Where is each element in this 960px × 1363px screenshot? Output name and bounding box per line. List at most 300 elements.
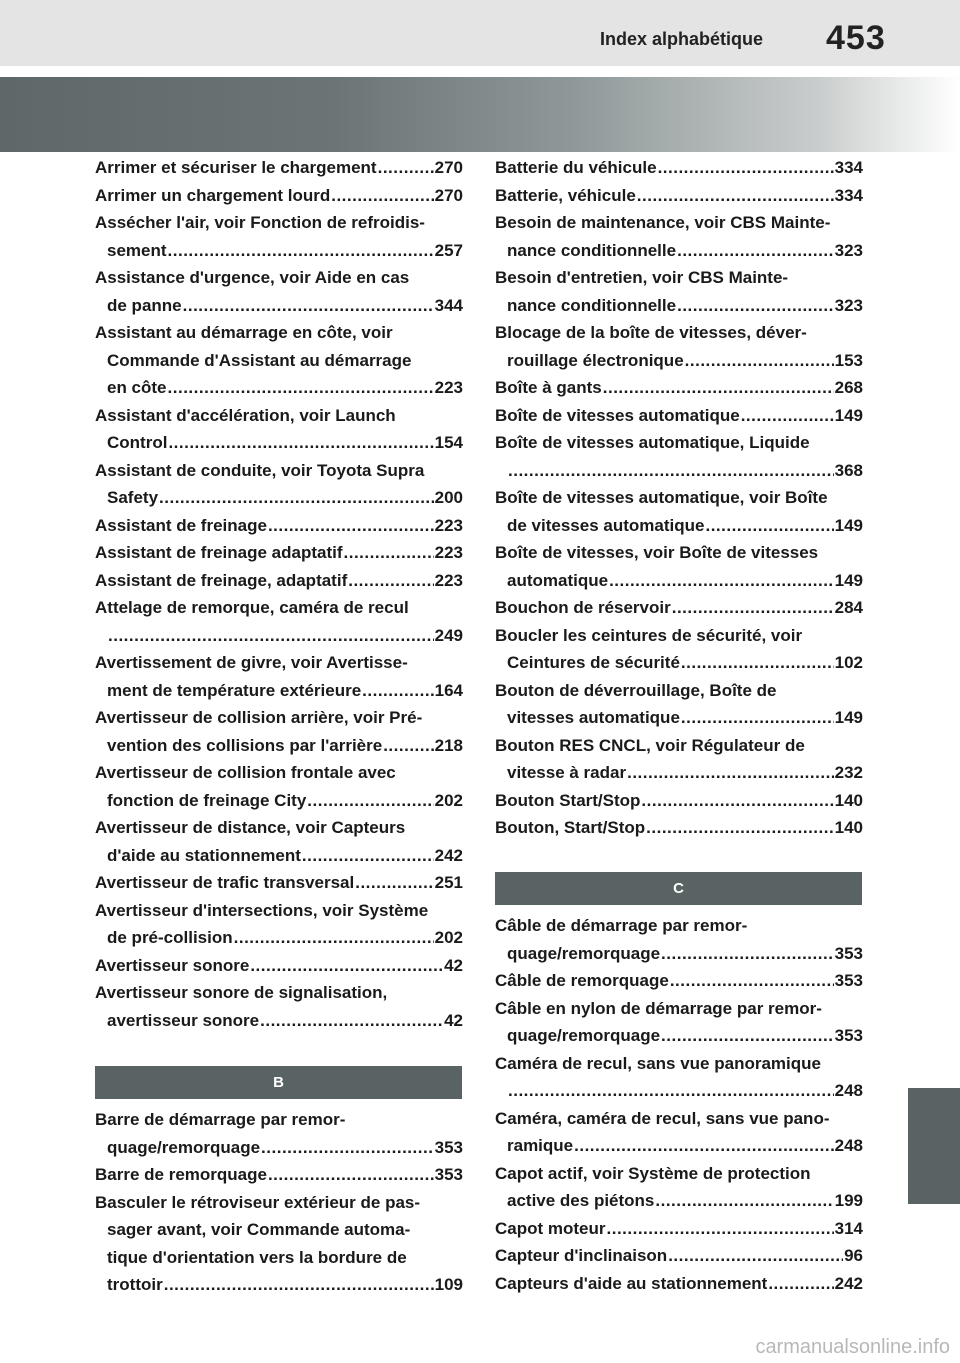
index-entry-label: Avertisseur d'intersections, voir Système: [95, 900, 429, 920]
dot-leader: [508, 457, 834, 485]
index-entry-label: Blocage de la boîte de vitesses, déver-: [495, 323, 807, 342]
index-entry-label: de pré-collision: [107, 928, 233, 947]
dot-leader: [378, 154, 434, 182]
index-entry-page: 202: [434, 790, 463, 810]
index-entry-page: 284: [834, 598, 863, 617]
index-entry-line: [495, 182, 863, 210]
index-entry-page: 218: [434, 735, 463, 755]
index-entry-label: Capteur d'inclinaison: [495, 1246, 668, 1265]
index-entry: [95, 539, 463, 567]
right-entries-list: [495, 154, 863, 842]
index-entry-label: Capteurs d'aide au stationnement: [495, 1273, 768, 1293]
index-entry-label: Commande d'Assistant au démarrage: [107, 350, 412, 370]
index-entry-page: 153: [834, 350, 863, 370]
index-entry-line: [95, 1106, 463, 1134]
index-entry-page: 223: [434, 543, 463, 562]
index-entry-label: Assistant au démarrage en côte, voir: [95, 323, 393, 342]
index-entry-label: en côte: [107, 378, 167, 397]
index-entry-label: Capot moteur: [495, 1218, 606, 1238]
index-entry: [495, 319, 863, 374]
index-entry-label: Boucler les ceintures de sécurité, voir: [495, 625, 803, 645]
index-entry-page: 257: [434, 240, 463, 260]
index-entry-page: 223: [434, 570, 463, 590]
index-entry: [95, 402, 463, 457]
index-entry-line: [495, 209, 863, 237]
dot-leader: [670, 967, 834, 995]
index-entry-line: [95, 1244, 463, 1272]
dot-leader: [260, 1007, 443, 1035]
index-entry-line: [95, 622, 463, 650]
index-entry-label: Assécher l'air, voir Fonction de refroidis-: [95, 213, 425, 232]
index-entry-line: [95, 897, 463, 925]
index-entry-page: 102: [834, 653, 863, 672]
index-entry-page: 353: [834, 971, 863, 990]
index-entry: [495, 787, 863, 815]
index-entry-page: 248: [834, 1136, 863, 1155]
dot-leader: [741, 402, 834, 430]
index-entry-line: [495, 1270, 863, 1298]
index-entry-line: [495, 319, 863, 347]
index-entry-label: automatique: [507, 570, 609, 590]
index-entry: [495, 1160, 863, 1215]
index-entry: [495, 154, 863, 182]
dot-leader: [307, 787, 433, 815]
index-entry-page: 140: [834, 818, 863, 837]
index-entry-page: 140: [834, 790, 863, 810]
index-entry-page: 314: [834, 1218, 863, 1238]
index-entry-line: [95, 979, 463, 1007]
index-entry: [495, 539, 863, 594]
index-entry-line: [95, 1007, 463, 1035]
dot-leader: [331, 182, 433, 210]
index-entry-label: Besoin de maintenance, voir CBS Mainte-: [495, 213, 831, 232]
index-entry-line: [95, 814, 463, 842]
index-entry-label: quage/remorquage: [507, 1026, 661, 1045]
index-entry-line: [95, 787, 463, 815]
index-entry-line: [95, 292, 463, 320]
index-entry-line: [495, 402, 863, 430]
section-header-b: B: [95, 1066, 462, 1099]
index-entry: [495, 677, 863, 732]
index-entry-page: 334: [834, 158, 863, 177]
index-entry-line: [495, 1242, 863, 1270]
index-entry-line: [495, 567, 863, 595]
section-b-entries-list: [95, 1106, 463, 1299]
index-entry-line: [95, 484, 463, 512]
index-entry-label: Caméra de recul, sans vue panoramique: [495, 1053, 821, 1073]
index-entry: [95, 1161, 463, 1189]
index-entry-label: vitesse à radar: [507, 763, 627, 782]
index-entry: [95, 457, 463, 512]
index-entry: [95, 1106, 463, 1161]
index-entry-line: [95, 1134, 463, 1162]
index-entry-label: Avertisseur de collision arrière, voir Pré-: [95, 708, 423, 727]
index-column-left: [95, 154, 463, 1034]
page-number: 453: [826, 19, 886, 57]
index-entry-label: Assistant de conduite, voir Toyota Supra: [95, 460, 425, 480]
index-entry-page: 251: [434, 873, 463, 892]
index-entry-label: Assistant de freinage: [95, 515, 267, 535]
index-entry-line: [495, 457, 863, 485]
dot-leader: [627, 759, 834, 787]
index-entry-line: [495, 967, 863, 995]
page-header-bar: [0, 0, 960, 66]
index-entry-page: 202: [434, 928, 463, 947]
index-entry: [495, 1270, 863, 1298]
index-entry-line: [95, 429, 463, 457]
dot-leader: [268, 512, 434, 540]
index-entry-label: tique d'orientation vers la bordure de: [107, 1247, 407, 1267]
index-entry-page: 149: [834, 405, 863, 425]
index-entry-line: [95, 347, 463, 375]
index-entry-page: 96: [844, 1246, 863, 1265]
index-entry: [95, 209, 463, 264]
index-entry-label: Attelage de remorque, caméra de recul: [95, 598, 409, 617]
index-entry-line: [495, 347, 863, 375]
index-entry-line: [495, 732, 863, 760]
header-title: Index alphabétique: [600, 29, 764, 49]
dot-leader: [677, 292, 834, 320]
index-entry: [95, 512, 463, 540]
dot-leader: [250, 952, 443, 980]
index-entry: [95, 952, 463, 980]
index-entry-label: Assistant de freinage adaptatif: [95, 543, 343, 562]
index-entry-line: [495, 759, 863, 787]
index-entry-label: Batterie du véhicule: [495, 158, 657, 177]
index-entry-page: 149: [834, 570, 863, 590]
index-entry-line: [495, 1105, 863, 1133]
index-entry-line: [495, 154, 863, 182]
index-entry-line: [95, 512, 463, 540]
index-entry-label: d'aide au stationnement: [107, 845, 301, 865]
index-entry: [495, 182, 863, 210]
index-entry-line: [95, 1216, 463, 1244]
dot-leader: [234, 924, 434, 952]
dot-leader: [637, 182, 834, 210]
index-entry-page: 353: [434, 1165, 463, 1184]
index-entry-line: [495, 1160, 863, 1188]
index-entry-line: [495, 1215, 863, 1243]
index-entry: [495, 732, 863, 787]
index-entry-line: [495, 677, 863, 705]
index-entry-line: [95, 759, 463, 787]
dot-leader: [685, 347, 834, 375]
index-entry-label: trottoir: [107, 1275, 163, 1294]
index-entry-line: [95, 924, 463, 952]
index-entry-label: Arrimer et sécuriser le chargement: [95, 158, 377, 177]
index-entry-line: [95, 374, 463, 402]
index-entry-label: vention des collisions par l'arrière: [107, 735, 383, 755]
index-entry: [95, 979, 463, 1034]
index-entry-page: 368: [834, 460, 863, 480]
index-entry-page: 323: [834, 295, 863, 315]
index-entry-line: [95, 952, 463, 980]
index-entry-label: Safety: [107, 488, 159, 507]
index-entry-line: [495, 429, 863, 457]
index-entry-label: nance conditionnelle: [507, 240, 677, 260]
index-entry-page: 154: [434, 433, 463, 452]
index-entry-label: nance conditionnelle: [507, 295, 677, 315]
index-entry-line: [95, 704, 463, 732]
index-entry-line: [95, 237, 463, 265]
index-entry-page: 248: [834, 1081, 863, 1100]
dot-leader: [508, 1077, 834, 1105]
index-entry-label: Avertisseur sonore: [95, 955, 250, 975]
index-entry-line: [495, 649, 863, 677]
index-entry-label: Assistant de freinage, adaptatif: [95, 570, 348, 590]
index-entry-label: Besoin d'entretien, voir CBS Mainte-: [495, 268, 789, 287]
index-entry: [95, 567, 463, 595]
index-entry-label: sager avant, voir Commande automa-: [107, 1220, 411, 1239]
dot-leader: [668, 1242, 843, 1270]
index-entry-label: Bouton, Start/Stop: [495, 818, 646, 837]
index-entry-line: [495, 704, 863, 732]
dot-leader: [655, 1187, 833, 1215]
section-b-column: [95, 1106, 463, 1299]
index-entry-label: quage/remorquage: [507, 943, 661, 963]
index-entry-label: Barre de démarrage par remor-: [95, 1110, 346, 1129]
index-entry: [495, 429, 863, 484]
index-entry-label: Câble de remorquage: [495, 971, 669, 990]
section-header-c: C: [495, 872, 862, 905]
index-entry-line: [495, 512, 863, 540]
index-entry-label: active des piétons: [507, 1191, 655, 1210]
index-entry-label: vitesses automatique: [507, 708, 680, 727]
dot-leader: [183, 292, 434, 320]
index-entry-line: [95, 264, 463, 292]
index-entry: [95, 814, 463, 869]
index-entry-line: [95, 1271, 463, 1299]
index-entry-label: Avertisseur de collision frontale avec: [95, 763, 396, 782]
index-entry-line: [495, 292, 863, 320]
index-entry-line: [95, 1161, 463, 1189]
left-entries-list: [95, 154, 463, 1034]
dot-leader: [672, 594, 834, 622]
index-entry-line: [495, 1050, 863, 1078]
dot-leader: [159, 484, 434, 512]
index-entry: [495, 1215, 863, 1243]
dot-leader: [168, 374, 434, 402]
index-entry-line: [495, 787, 863, 815]
index-entry-label: Arrimer un chargement lourd: [95, 185, 331, 205]
dot-leader: [681, 704, 834, 732]
dot-leader: [355, 869, 433, 897]
index-entry-line: [95, 154, 463, 182]
dot-leader: [574, 1132, 833, 1160]
dot-leader: [362, 677, 433, 705]
index-entry: [495, 1050, 863, 1105]
index-entry-page: 353: [834, 943, 863, 963]
index-entry: [495, 1105, 863, 1160]
index-entry: [95, 704, 463, 759]
index-entry-line: [495, 484, 863, 512]
index-entry-line: [95, 539, 463, 567]
index-entry: [95, 154, 463, 182]
index-entry-label: Boîte de vitesses, voir Boîte de vitesses: [495, 543, 819, 562]
index-entry-page: 249: [434, 625, 463, 645]
index-entry-line: [495, 814, 863, 842]
index-entry-label: Câble en nylon de démarrage par remor-: [495, 998, 822, 1018]
index-entry-line: [95, 649, 463, 677]
index-entry-label: Assistance d'urgence, voir Aide en cas: [95, 268, 410, 287]
index-entry-page: 270: [434, 185, 463, 205]
index-entry-label: ment de température extérieure: [107, 680, 362, 700]
index-entry-label: sement: [107, 240, 167, 260]
index-entry: [495, 594, 863, 622]
index-entry-page: 164: [434, 680, 463, 700]
section-c-column: [495, 912, 863, 1297]
index-entry-line: [95, 1189, 463, 1217]
index-entry-line: [495, 1187, 863, 1215]
index-entry-label: Batterie, véhicule: [495, 185, 636, 205]
dot-leader: [168, 429, 433, 457]
index-entry-label: Avertisseur de distance, voir Capteurs: [95, 818, 406, 837]
index-entry-page: 268: [834, 378, 863, 397]
dot-leader: [661, 940, 834, 968]
dot-leader: [108, 622, 434, 650]
index-entry: [495, 622, 863, 677]
index-entry-page: 149: [834, 515, 863, 535]
index-column-right: [495, 154, 863, 842]
index-entry-line: [495, 264, 863, 292]
index-entry-line: [95, 869, 463, 897]
index-entry: [495, 374, 863, 402]
index-entry-label: de panne: [107, 295, 182, 315]
index-entry-page: 223: [434, 515, 463, 535]
dot-leader: [677, 237, 834, 265]
index-entry: [95, 319, 463, 402]
index-entry-label: Avertisseur sonore de signalisation,: [95, 983, 388, 1002]
index-entry-line: [495, 237, 863, 265]
index-entry: [95, 1189, 463, 1299]
index-entry-line: [95, 209, 463, 237]
index-entry-label: Bouton RES CNCL, voir Régulateur de: [495, 735, 805, 755]
watermark-text: carmanualsonline.info: [755, 1336, 950, 1358]
index-entry-line: [495, 940, 863, 968]
index-entry-label: Control: [107, 433, 168, 452]
index-entry: [495, 995, 863, 1050]
index-entry-page: 199: [834, 1191, 863, 1210]
index-entry-label: quage/remorquage: [107, 1137, 261, 1157]
index-entry-line: [95, 457, 463, 485]
index-entry-line: [95, 319, 463, 347]
index-entry-page: 232: [834, 763, 863, 782]
dot-leader: [348, 567, 433, 595]
index-entry-page: 344: [434, 295, 463, 315]
index-entry: [495, 912, 863, 967]
index-entry-label: Boîte de vitesses automatique, voir Boîte: [495, 488, 828, 507]
index-entry-line: [95, 732, 463, 760]
index-entry-page: 223: [434, 378, 463, 397]
dot-leader: [168, 237, 434, 265]
index-entry-label: Bouton Start/Stop: [495, 790, 641, 810]
index-entry-page: 42: [444, 955, 463, 975]
index-entry: [95, 594, 463, 649]
dot-leader: [164, 1271, 434, 1299]
index-entry-label: fonction de freinage City: [107, 790, 307, 810]
index-entry-line: [95, 182, 463, 210]
dot-leader: [268, 1161, 434, 1189]
dot-leader: [261, 1134, 434, 1162]
dot-leader: [344, 539, 434, 567]
index-entry-line: [495, 374, 863, 402]
index-entry: [95, 182, 463, 210]
index-entry-line: [495, 1077, 863, 1105]
index-entry-page: 353: [434, 1137, 463, 1157]
index-entry-label: Boîte à gants: [495, 378, 602, 397]
index-entry-line: [495, 1022, 863, 1050]
index-entry: [95, 264, 463, 319]
index-entry-label: Boîte de vitesses automatique: [495, 405, 740, 425]
index-entry-line: [495, 539, 863, 567]
index-entry-page: 200: [434, 488, 463, 507]
dot-leader: [661, 1022, 834, 1050]
index-entry-line: [95, 594, 463, 622]
index-entry-label: Avertissement de givre, voir Avertisse-: [95, 653, 408, 672]
index-entry-label: Barre de remorquage: [95, 1165, 267, 1184]
dot-leader: [658, 154, 834, 182]
index-entry-page: 323: [834, 240, 863, 260]
index-entry-line: [495, 995, 863, 1023]
index-entry-label: Basculer le rétroviseur extérieur de pas-: [95, 1192, 421, 1212]
index-entry-label: de vitesses automatique: [507, 515, 705, 535]
index-entry-line: [495, 912, 863, 940]
index-entry: [95, 897, 463, 952]
index-entry: [495, 484, 863, 539]
index-entry-page: 242: [434, 845, 463, 865]
index-entry-label: avertisseur sonore: [107, 1010, 260, 1030]
dot-leader: [609, 567, 834, 595]
index-entry-label: Capot actif, voir Système de protection: [495, 1163, 811, 1183]
chapter-side-tab: [908, 1088, 960, 1204]
index-entry-label: Câble de démarrage par remor-: [495, 916, 748, 935]
index-entry-line: [495, 594, 863, 622]
dot-leader: [646, 814, 833, 842]
dot-leader: [681, 649, 834, 677]
index-entry-label: Ceintures de sécurité: [507, 653, 680, 672]
index-entry-label: Boîte de vitesses automatique, Liquide: [495, 433, 810, 452]
index-entry-line: [95, 842, 463, 870]
index-entry: [495, 209, 863, 264]
index-entry-page: 334: [834, 185, 863, 205]
dot-leader: [705, 512, 833, 540]
index-entry-line: [495, 622, 863, 650]
index-entry: [95, 869, 463, 897]
index-entry-page: 42: [444, 1010, 463, 1030]
index-entry-page: 149: [834, 708, 863, 727]
index-entry-label: Bouchon de réservoir: [495, 598, 671, 617]
index-entry-page: 353: [834, 1026, 863, 1045]
index-entry-label: Caméra, caméra de recul, sans vue pano-: [495, 1108, 830, 1128]
index-entry: [495, 967, 863, 995]
index-entry-label: Avertisseur de trafic transversal: [95, 873, 355, 892]
dot-leader: [603, 374, 834, 402]
dot-leader: [768, 1270, 833, 1298]
index-entry-page: 242: [834, 1273, 863, 1293]
index-entry-line: [95, 567, 463, 595]
index-entry-page: 270: [434, 158, 463, 177]
index-entry-label: Assistant d'accélération, voir Launch: [95, 405, 396, 425]
dot-leader: [302, 842, 434, 870]
index-entry: [495, 814, 863, 842]
index-entry-line: [95, 677, 463, 705]
index-entry-line: [495, 1132, 863, 1160]
dot-leader: [641, 787, 833, 815]
index-entry: [95, 649, 463, 704]
dot-leader: [383, 732, 433, 760]
index-entry-label: Bouton de déverrouillage, Boîte de: [495, 680, 777, 700]
dot-leader: [607, 1215, 834, 1243]
